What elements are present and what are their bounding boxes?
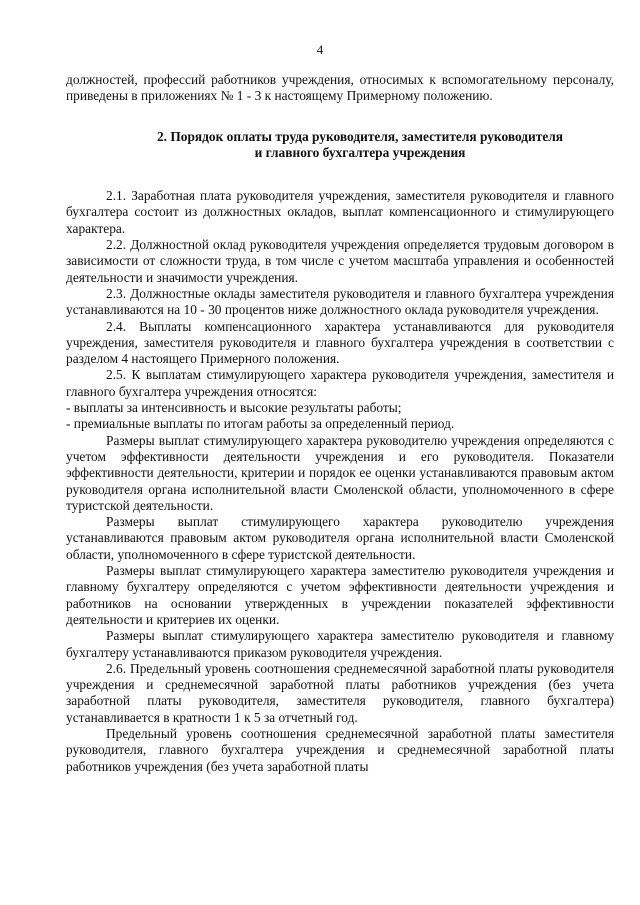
section-title — [66, 129, 614, 162]
list-item-premium: - премиальные выплаты по итогам работы за определенный период. — [66, 416, 455, 432]
document-body — [66, 72, 614, 775]
paragraph-2-6: 2.6. Предельный уровень соотношения среднемесячной заработной платы руководителя учреждения и среднемесячной заработной платы работников учреждения (без учета заработной платы руководителя, заместителя руководителя, главного бухгалтера) устанавливается в кратности 1 к 5 за отчетный год. — [66, 660, 614, 725]
paragraph-2-2: 2.2. Должностной оклад руководителя учреждения определяется трудовым договором в зависимости от сложности труда, в том числе с учетом масштаба управления и особенностей деятельности и значимости учреждения. — [66, 237, 614, 285]
paragraph-2-1: 2.1. Заработная плата руководителя учреждения, заместителя руководителя и главного бухгалтера состоит из должностных окладов, выплат компенсационного и стимулирующего характера. — [66, 188, 614, 236]
page-number: 4 — [316, 42, 324, 57]
paragraph-deputy-bonus-order: Размеры выплат стимулирующего характера заместителю руководителя и главному бухгалтеру устанавливаются приказом руководителя учреждения. — [66, 628, 614, 660]
paragraph-head-bonus-act: Размеры выплат стимулирующего характера руководителю учреждения устанавливаются правовым актом руководителя органа исполнительной власти Смоленской области, уполномоченного в сфере туристской деятельности. — [66, 514, 614, 562]
intro-paragraph: должностей, профессий работников учреждения, относимых к вспомогательному персоналу, приведены в приложениях № 1 - 3 к настоящему Примерному положению. — [66, 72, 614, 104]
section-title-line-1: 2. Порядок оплаты труда руководителя, заместителя руководителя — [156, 128, 564, 144]
paragraph-head-bonus-criteria: Размеры выплат стимулирующего характера руководителю учреждения определяются с учетом эффективности деятельности учреждения и его руководителя. Показатели эффективности деятельности, критерии и порядок ее оценки устанавливаются правовым актом руководителя органа исполнительной власти Смоленской области, уполномоченного в сфере туристской деятельности. — [66, 432, 614, 513]
paragraph-2-5: 2.5. К выплатам стимулирующего характера руководителя учреждения, заместителя и главного бухгалтера учреждения относятся: — [66, 367, 614, 399]
section-title-line-2: и главного бухгалтера учреждения — [254, 144, 466, 160]
paragraph-deputy-ratio: Предельный уровень соотношения среднемесячной заработной платы заместителя руководителя, главного бухгалтера учреждения и среднемесячной заработной платы работников учреждения (без учета заработной платы — [66, 725, 614, 774]
paragraph-2-3: 2.3. Должностные оклады заместителя руководителя и главного бухгалтера учреждения устанавливаются на 10 - 30 процентов ниже должностного оклада руководителя учреждения. — [66, 285, 614, 318]
paragraph-2-4: 2.4. Выплаты компенсационного характера устанавливаются для руководителя учреждения, заместителя руководителя и главного бухгалтера учреждения в соответствии с разделом 4 настоящего Примерного положения. — [66, 318, 614, 367]
list-item-intensity: - выплаты за интенсивность и высокие результаты работы; — [66, 400, 402, 416]
paragraph-deputy-bonus-criteria: Размеры выплат стимулирующего характера заместителю руководителя учреждения и главному бухгалтеру определяются с учетом эффективности деятельности учреждения и работников на основании утвержденных в учреждении показателей эффективности деятельности и критериев их оценки. — [66, 563, 614, 627]
